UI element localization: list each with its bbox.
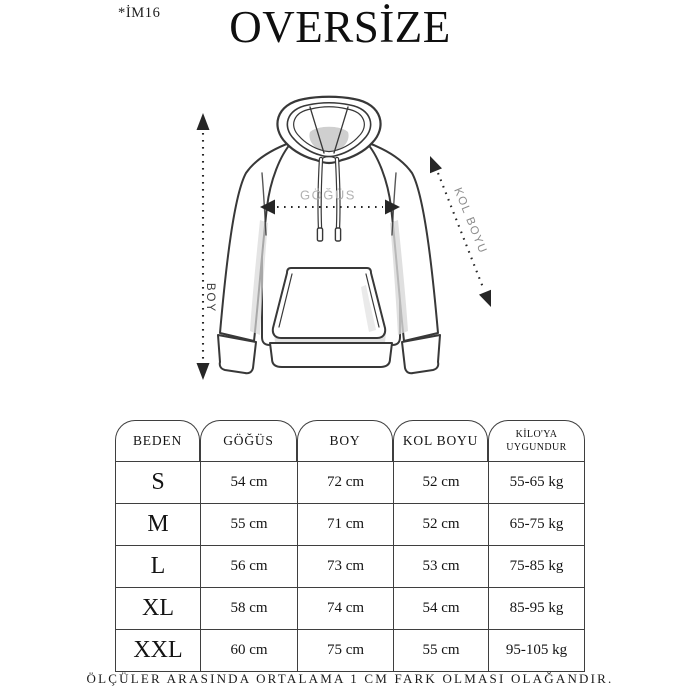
weight-cell: 95-105 kg — [488, 629, 585, 672]
page-title: OVERSİZE — [229, 2, 451, 52]
size-row-s — [115, 461, 585, 503]
product-code: *İM16 — [118, 5, 161, 21]
weight-cell: 55-65 kg — [488, 461, 585, 503]
chest-cell: 60 cm — [200, 629, 297, 672]
size-table — [115, 420, 585, 672]
hem-band — [270, 343, 392, 367]
size-row-xxl — [115, 629, 585, 672]
sleeve-cell: 55 cm — [393, 629, 488, 672]
weight-cell: 65-75 kg — [488, 503, 585, 545]
size-cell: L — [115, 545, 200, 587]
size-row-m — [115, 503, 585, 545]
length-cell: 71 cm — [297, 503, 393, 545]
sleeve-cell: 53 cm — [393, 545, 488, 587]
col-header-beden: BEDEN — [115, 420, 200, 461]
chest-cell: 56 cm — [200, 545, 297, 587]
col-header-boy: BOY — [297, 420, 393, 461]
col-header-kilo: KİLO'YA UYGUNDUR — [488, 420, 585, 461]
size-cell: XXL — [115, 629, 200, 672]
weight-cell: 75-85 kg — [488, 545, 585, 587]
height-label: BOY — [204, 282, 216, 314]
length-cell: 75 cm — [297, 629, 393, 672]
sleeve-label: KOL BOYU — [451, 186, 489, 256]
length-cell: 72 cm — [297, 461, 393, 503]
sleeve-arrow — [430, 156, 491, 307]
size-row-l — [115, 545, 585, 587]
left-cuff — [218, 335, 256, 373]
weight-cell: 85-95 kg — [488, 587, 585, 629]
sleeve-cell: 52 cm — [393, 503, 488, 545]
height-arrow — [197, 113, 210, 380]
sleeve-cell: 54 cm — [393, 587, 488, 629]
size-cell: S — [115, 461, 200, 503]
size-table-header-row — [115, 420, 585, 461]
chest-cell: 54 cm — [200, 461, 297, 503]
size-row-xl — [115, 587, 585, 629]
measurement-diagram — [170, 85, 510, 395]
length-cell: 73 cm — [297, 545, 393, 587]
size-cell: XL — [115, 587, 200, 629]
hoodie-sketch — [218, 97, 440, 374]
right-cuff — [402, 335, 440, 373]
chest-label: GÖĞÜS — [300, 187, 356, 203]
size-cell: M — [115, 503, 200, 545]
col-header-kol-boyu: KOL BOYU — [393, 420, 488, 461]
col-header-gogus: GÖĞÜS — [200, 420, 297, 461]
hoodie-illustration — [170, 85, 510, 395]
tolerance-note: ÖLÇÜLER ARASINDA ORTALAMA 1 CM FARK OLMASI OLAĞANDIR. — [86, 671, 614, 686]
chest-cell: 58 cm — [200, 587, 297, 629]
chest-cell: 55 cm — [200, 503, 297, 545]
length-cell: 74 cm — [297, 587, 393, 629]
sleeve-cell: 52 cm — [393, 461, 488, 503]
